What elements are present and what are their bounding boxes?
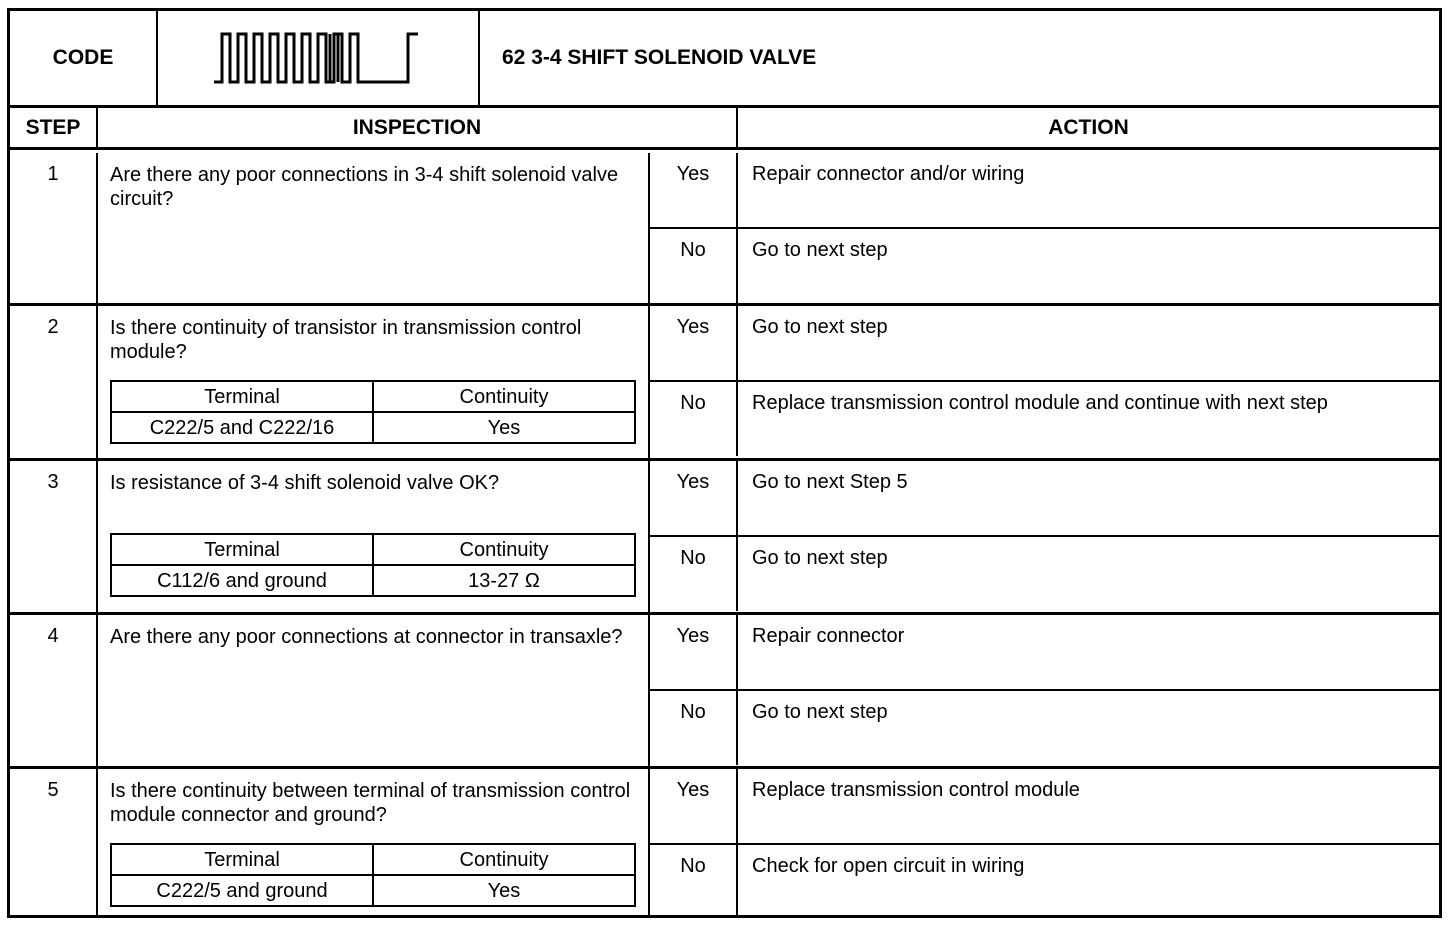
inspection-question: Is there continuity of transistor in transmission control module? xyxy=(110,317,582,363)
inspection-question: Are there any poor connections at connector in transaxle? xyxy=(98,615,650,766)
yes-label: Yes xyxy=(650,153,738,229)
terminal-continuity-table xyxy=(110,843,636,907)
terminal-continuity-table xyxy=(110,380,636,444)
terminal-header: Terminal xyxy=(111,844,373,875)
code-label: CODE xyxy=(10,11,158,105)
header-row xyxy=(10,11,1439,108)
no-action: Check for open circuit in wiring xyxy=(752,855,1025,877)
inspection-cell xyxy=(98,306,650,458)
yes-label: Yes xyxy=(650,769,738,845)
step-row-2 xyxy=(10,306,1439,461)
column-header-step: STEP xyxy=(10,108,98,147)
step-number: 2 xyxy=(10,306,98,458)
no-label: No xyxy=(650,382,738,456)
yes-action: Repair connector xyxy=(738,615,1439,691)
step-number: 3 xyxy=(10,461,98,612)
pulse-waveform-icon xyxy=(158,11,480,105)
page-title: 62 3-4 SHIFT SOLENOID VALVE xyxy=(502,46,817,69)
step-number: 1 xyxy=(10,153,98,303)
yes-label: Yes xyxy=(650,615,738,691)
continuity-header: Continuity xyxy=(373,381,635,412)
terminal-continuity-table xyxy=(110,533,636,597)
column-header-action: ACTION xyxy=(1048,115,1129,139)
diagnostic-table xyxy=(7,8,1442,918)
yes-label: Yes xyxy=(650,461,738,537)
continuity-value: Yes xyxy=(373,875,635,906)
step-number: 4 xyxy=(10,615,98,766)
inspection-question: Are there any poor connections in 3-4 shift solenoid valve circuit? xyxy=(98,153,650,303)
no-label: No xyxy=(650,537,738,611)
terminal-value: C222/5 and C222/16 xyxy=(111,412,373,443)
yes-action: Repair connector and/or wiring xyxy=(738,153,1439,229)
continuity-value: Yes xyxy=(373,412,635,443)
no-label: No xyxy=(650,229,738,303)
inspection-question: Is there continuity between terminal of transmission control module connector and ground? xyxy=(110,780,631,826)
continuity-value: 13-27 Ω xyxy=(373,565,635,596)
terminal-header: Terminal xyxy=(111,534,373,565)
terminal-value: C222/5 and ground xyxy=(111,875,373,906)
no-action: Go to next step xyxy=(752,547,888,569)
yes-label: Yes xyxy=(650,306,738,382)
terminal-header: Terminal xyxy=(111,381,373,412)
step-row-5 xyxy=(10,769,1439,915)
yes-action: Go to next step xyxy=(738,306,1439,382)
no-action: Go to next step xyxy=(752,701,888,723)
inspection-cell xyxy=(98,461,650,612)
no-action: Replace transmission control module and continue with next step xyxy=(752,392,1328,414)
inspection-question: Is resistance of 3-4 shift solenoid valve OK? xyxy=(110,472,500,494)
yes-action: Go to next Step 5 xyxy=(738,461,1439,537)
no-action: Go to next step xyxy=(752,239,888,261)
pulse-waveform-svg xyxy=(208,28,428,88)
step-row-4 xyxy=(10,615,1439,769)
no-label: No xyxy=(650,845,738,915)
terminal-value: C112/6 and ground xyxy=(111,565,373,596)
continuity-header: Continuity xyxy=(373,534,635,565)
step-row-3 xyxy=(10,461,1439,615)
no-label: No xyxy=(650,691,738,765)
yes-action: Replace transmission control module xyxy=(738,769,1439,845)
step-row-1 xyxy=(10,153,1439,306)
continuity-header: Continuity xyxy=(373,844,635,875)
column-header-row xyxy=(10,108,1439,150)
inspection-cell xyxy=(98,769,650,915)
step-number: 5 xyxy=(10,769,98,915)
column-header-inspection: INSPECTION xyxy=(98,108,738,147)
